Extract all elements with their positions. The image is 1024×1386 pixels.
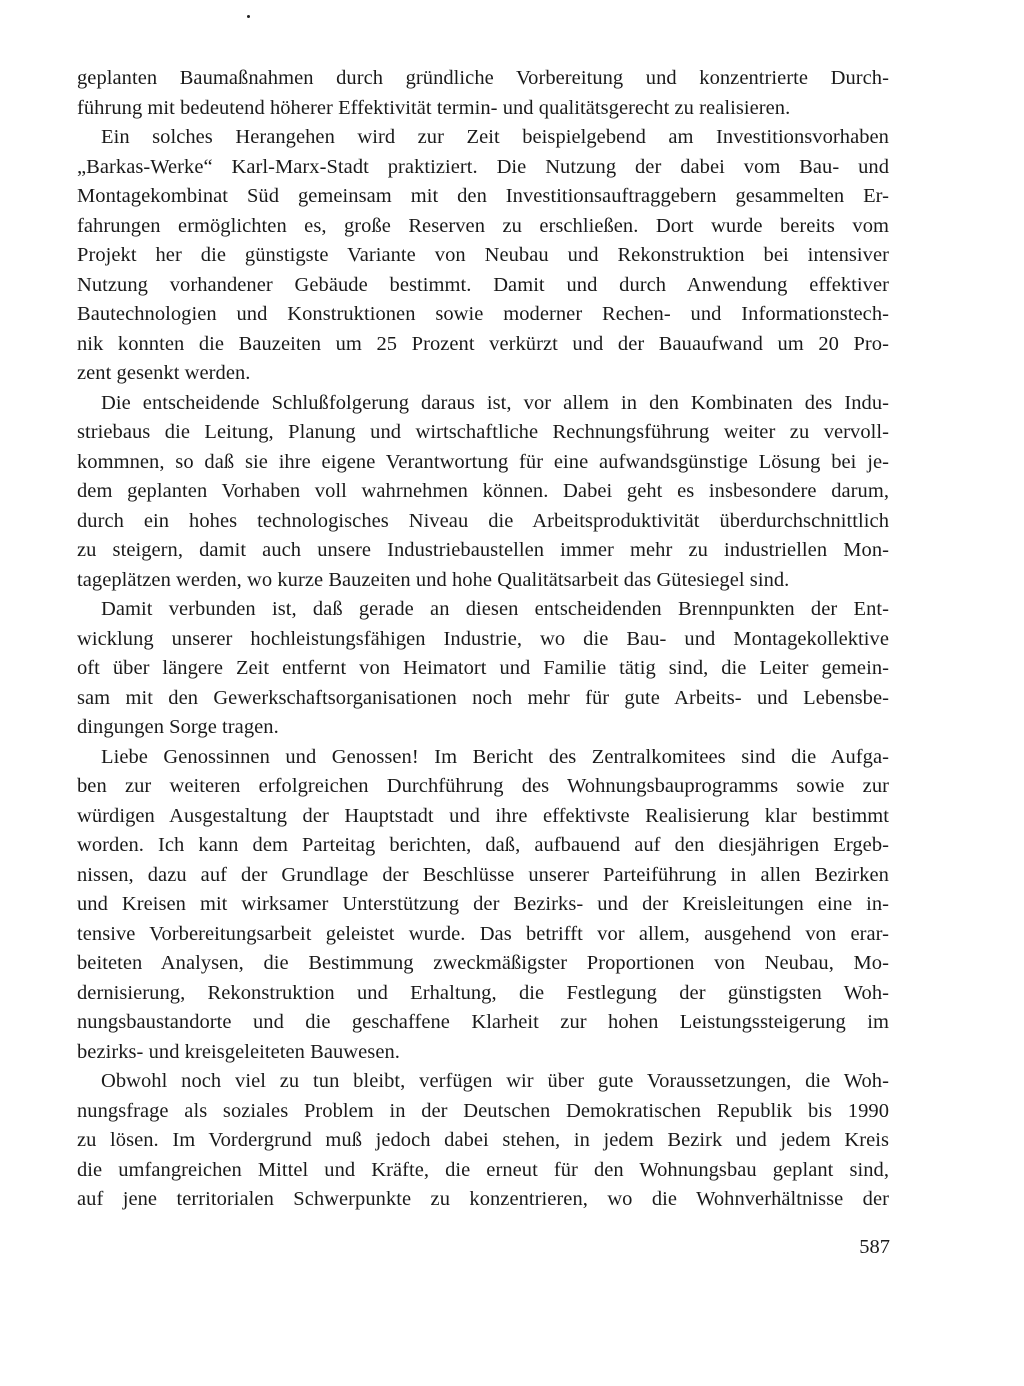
scan-speck	[247, 15, 250, 18]
text-line: bezirks- und kreisgeleiteten Bauwesen.	[77, 1040, 400, 1063]
text-line: wicklung unserer hochleistungsfähigen Industrie, wo die Bau- und Montagekollektive	[77, 627, 889, 650]
text-line: dem geplanten Vorhaben voll wahrnehmen können. Dabei geht es insbesondere darum,	[77, 480, 889, 502]
page-number: 587	[859, 1236, 890, 1258]
text-line: führung mit bedeutend höherer Effektivität termin- und qualitätsgerecht zu realisieren.	[77, 96, 791, 119]
text-line: dernisierung, Rekonstruktion und Erhaltung, die Festlegung der günstigsten Woh-	[77, 981, 889, 1004]
text-line: Die entscheidende Schlußfolgerung daraus ist, vor allem in den Kombinaten des Indu-	[101, 391, 889, 414]
text-line: zu lösen. Im Vordergrund muß jedoch dabei stehen, in jedem Bezirk und jedem Kreis	[77, 1129, 889, 1151]
text-line: Montagekombinat Süd gemeinsam mit den Investitionsauftraggebern gesammelten Er-	[77, 185, 889, 207]
text-line: fahrungen ermöglichten es, große Reserven zu erschließen. Dort wurde bereits vom	[77, 214, 889, 237]
text-line: nungsbaustandorte und die geschaffene Klarheit zur hohen Leistungssteigerung im	[77, 1011, 889, 1033]
text-line: Projekt her die günstigste Variante von Neubau und Rekonstruktion bei intensiver	[77, 244, 889, 266]
text-line: und Kreisen mit wirksamer Unterstützung der Bezirks- und der Kreisleitungen eine in-	[77, 893, 889, 915]
text-line: ben zur weiteren erfolgreichen Durchführung des Wohnungsbauprogramms sowie zur	[77, 775, 889, 797]
text-line: tensive Vorbereitungsarbeit geleistet wurde. Das betrifft vor allem, ausgehend von erar-	[77, 922, 889, 945]
text-line: beiteten Analysen, die Bestimmung zweckmäßigster Proportionen von Neubau, Mo-	[77, 952, 889, 974]
text-line: zent gesenkt werden.	[77, 362, 251, 384]
text-line: geplanten Baumaßnahmen durch gründliche Vorbereitung und konzentrierte Durch-	[77, 67, 889, 89]
text-line: nungsfrage als soziales Problem in der Deutschen Demokratischen Republik bis 1990	[77, 1099, 889, 1122]
body-text	[77, 64, 889, 1215]
text-line: Nutzung vorhandener Gebäude bestimmt. Damit und durch Anwendung effektiver	[77, 273, 889, 296]
text-line: sam mit den Gewerkschaftsorganisationen noch mehr für gute Arbeits- und Lebensbe-	[77, 686, 889, 709]
text-line: würdigen Ausgestaltung der Hauptstadt und ihre effektivste Realisierung klar bestimmt	[77, 804, 889, 827]
text-line: Damit verbunden ist, daß gerade an diesen entscheidenden Brennpunkten der Ent-	[101, 598, 889, 620]
text-line: nik konnten die Bauzeiten um 25 Prozent verkürzt und der Bauaufwand um 20 Pro-	[77, 332, 889, 355]
text-line: Obwohl noch viel zu tun bleibt, verfügen wir über gute Voraussetzungen, die Woh-	[101, 1070, 889, 1092]
text-line: oft über längere Zeit entfernt von Heimatort und Familie tätig sind, die Leiter gemein-	[77, 657, 889, 679]
text-line: „Barkas-Werke“ Karl-Marx-Stadt praktiziert. Die Nutzung der dabei vom Bau- und	[77, 155, 889, 178]
text-line: die umfangreichen Mittel und Kräfte, die erneut für den Wohnungsbau geplant sind,	[77, 1158, 889, 1181]
text-line: Ein solches Herangehen wird zur Zeit beispielgebend am Investitionsvorhaben	[101, 126, 889, 148]
text-line: tageplätzen werden, wo kurze Bauzeiten und hohe Qualitätsarbeit das Gütesiegel sind.	[77, 568, 790, 591]
text-line: striebaus die Leitung, Planung und wirtschaftliche Rechnungsführung weiter zu vervoll-	[77, 421, 889, 443]
text-line: auf jene territorialen Schwerpunkte zu konzentrieren, wo die Wohnverhältnisse der	[77, 1188, 889, 1210]
text-line: dingungen Sorge tragen.	[77, 716, 279, 738]
text-line: Liebe Genossinnen und Genossen! Im Bericht des Zentralkomitees sind die Aufga-	[101, 745, 889, 768]
text-line: kommnen, so daß sie ihre eigene Verantwortung für eine aufwandsgünstige Lösung bei je-	[77, 450, 889, 473]
text-line: zu steigern, damit auch unsere Industriebaustellen immer mehr zu industriellen Mon-	[77, 539, 889, 561]
text-line: durch ein hohes technologisches Niveau die Arbeitsproduktivität überdurchschnittlich	[77, 509, 889, 532]
text-line: Bautechnologien und Konstruktionen sowie moderner Rechen- und Informationstech-	[77, 303, 889, 325]
text-line: worden. Ich kann dem Parteitag berichten, daß, aufbauend auf den diesjährigen Ergeb-	[77, 834, 889, 856]
text-line: nissen, dazu auf der Grundlage der Beschlüsse unserer Parteiführung in allen Bezirken	[77, 863, 889, 886]
